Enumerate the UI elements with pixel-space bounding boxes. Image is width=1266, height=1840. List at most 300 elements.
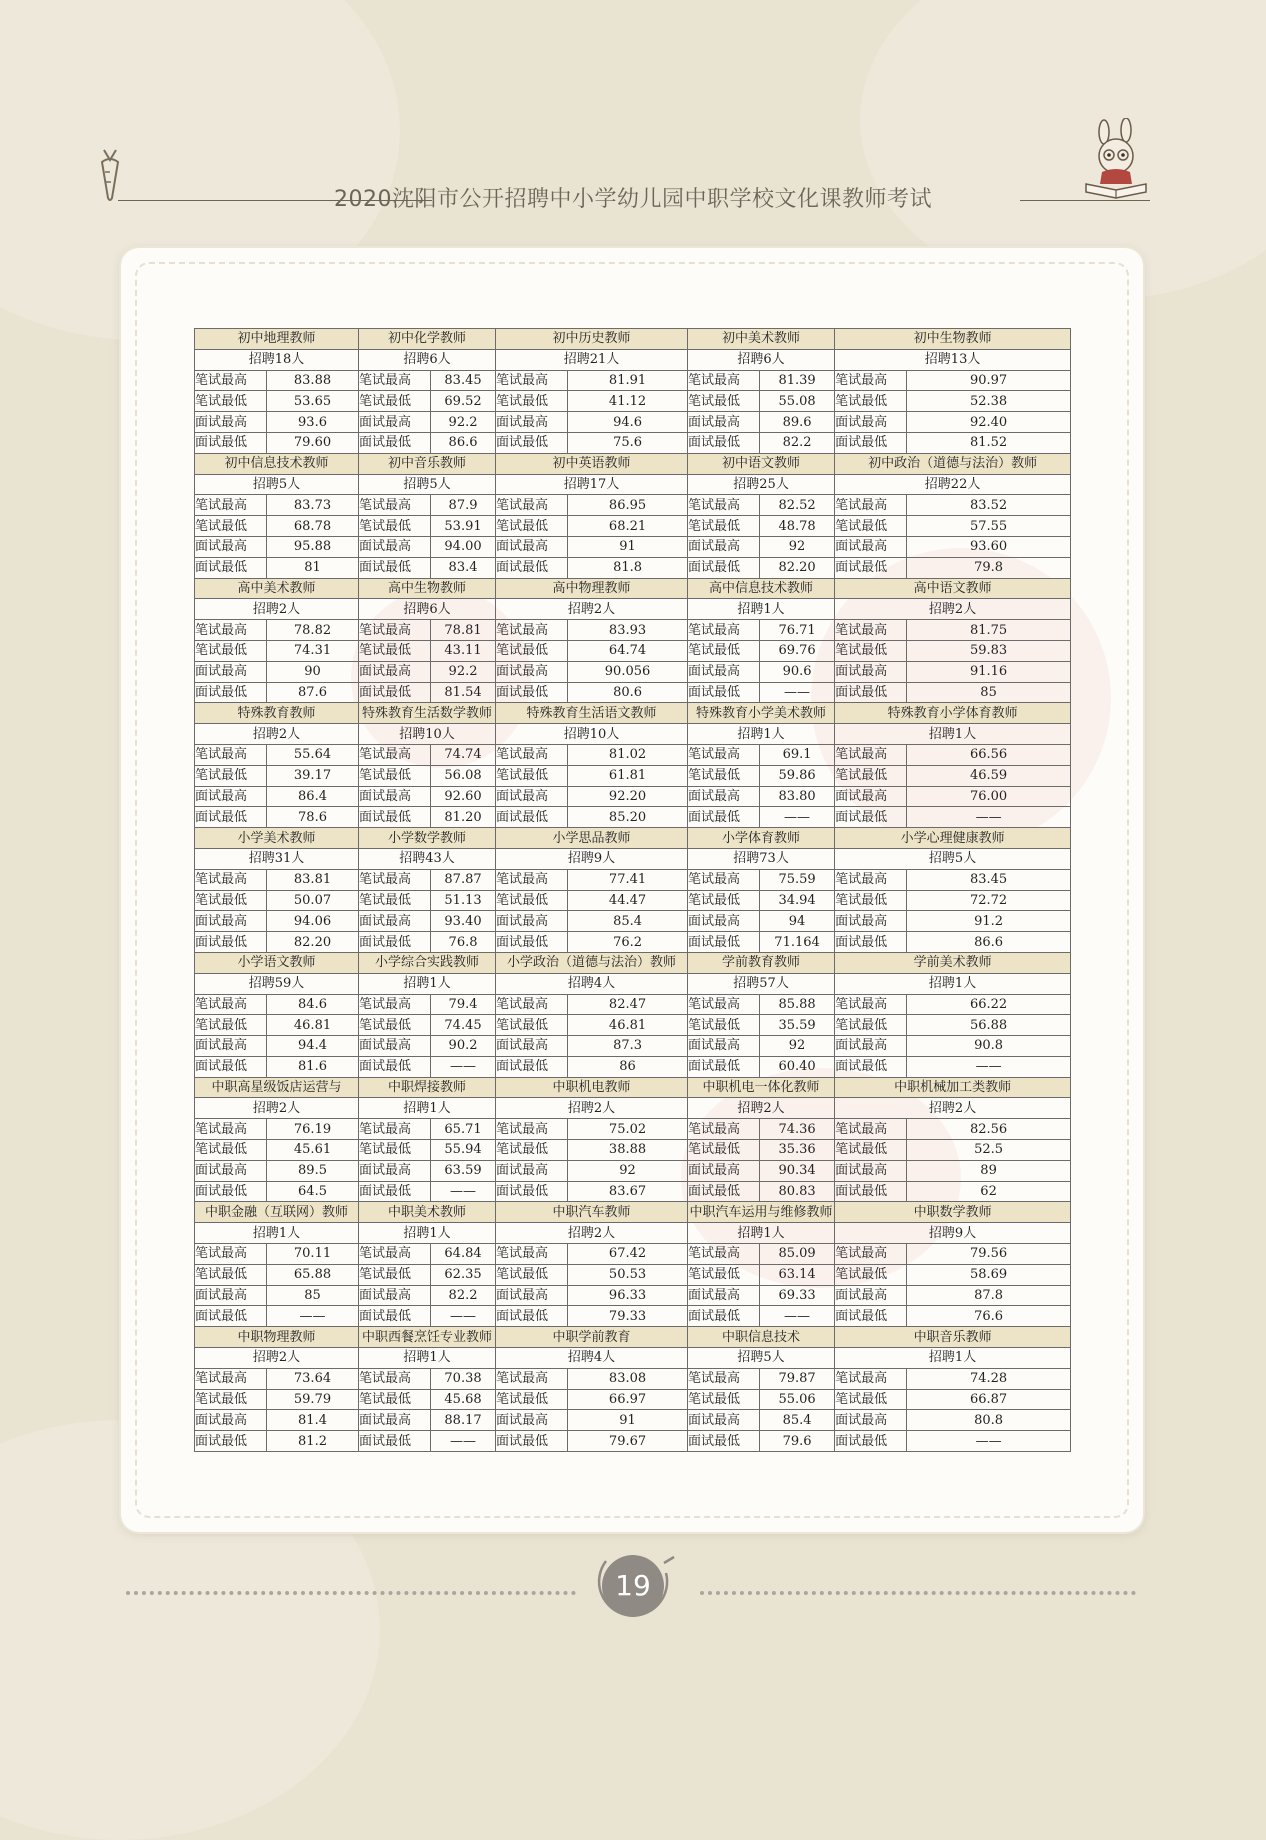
- table-row: [195, 412, 1071, 433]
- table-row: [195, 994, 1071, 1015]
- recruit-count: 招聘5人: [195, 474, 359, 495]
- score-label: 面试最低: [835, 557, 907, 578]
- score-value: 94.4: [267, 1036, 359, 1057]
- table-row: [195, 536, 1071, 557]
- table-row: [195, 620, 1071, 641]
- table-row: [195, 807, 1071, 828]
- position-title: 初中信息技术教师: [195, 453, 359, 474]
- score-label: 笔试最高: [688, 1119, 760, 1140]
- recruit-count: 招聘10人: [359, 724, 496, 745]
- score-value: 66.87: [907, 1389, 1071, 1410]
- score-value: 52.5: [907, 1140, 1071, 1161]
- score-label: 面试最低: [359, 1306, 431, 1327]
- recruit-count: 招聘2人: [688, 1098, 835, 1119]
- table-row: [195, 1410, 1071, 1431]
- score-label: 面试最高: [835, 661, 907, 682]
- score-label: 面试最高: [195, 1410, 267, 1431]
- table-row: [195, 391, 1071, 412]
- score-value: 85.20: [568, 807, 688, 828]
- score-value: 88.17: [431, 1410, 496, 1431]
- score-label: 面试最高: [688, 536, 760, 557]
- position-title: 初中语文教师: [688, 453, 835, 474]
- score-value: 91.16: [907, 661, 1071, 682]
- score-value: 78.82: [267, 620, 359, 641]
- score-value: 74.36: [760, 1119, 835, 1140]
- score-label: 笔试最高: [496, 495, 568, 516]
- score-label: 面试最低: [359, 932, 431, 953]
- score-value: 69.33: [760, 1285, 835, 1306]
- score-label: 笔试最低: [359, 765, 431, 786]
- score-label: 笔试最低: [496, 640, 568, 661]
- recruit-count: 招聘2人: [195, 1098, 359, 1119]
- score-label: 笔试最高: [195, 869, 267, 890]
- score-label: 面试最高: [496, 1285, 568, 1306]
- score-value: 56.88: [907, 1015, 1071, 1036]
- score-value: 81.20: [431, 807, 496, 828]
- score-label: 笔试最高: [688, 495, 760, 516]
- score-value: 63.14: [760, 1264, 835, 1285]
- score-value: 92.20: [568, 786, 688, 807]
- score-value: 82.2: [760, 432, 835, 453]
- score-label: 面试最高: [688, 911, 760, 932]
- table-row: [195, 786, 1071, 807]
- recruit-count: 招聘21人: [496, 349, 688, 370]
- score-label: 面试最低: [195, 432, 267, 453]
- recruit-count: 招聘43人: [359, 848, 496, 869]
- position-title: 小学美术教师: [195, 828, 359, 849]
- score-label: 面试最低: [195, 1056, 267, 1077]
- score-value: 79.4: [431, 994, 496, 1015]
- position-title: 学前教育教师: [688, 952, 835, 973]
- score-label: 笔试最低: [195, 765, 267, 786]
- score-value: 74.31: [267, 640, 359, 661]
- title-row: [195, 952, 1071, 973]
- position-title: 小学体育教师: [688, 828, 835, 849]
- page-number: 19: [602, 1555, 664, 1617]
- score-value: 87.6: [267, 682, 359, 703]
- score-value: 46.81: [568, 1015, 688, 1036]
- score-label: 面试最高: [496, 786, 568, 807]
- position-title: 小学心理健康教师: [835, 828, 1071, 849]
- score-value: 83.73: [267, 495, 359, 516]
- score-value: 83.45: [431, 370, 496, 391]
- score-value: 80.83: [760, 1181, 835, 1202]
- score-value: 81.8: [568, 557, 688, 578]
- position-title: 中职西餐烹饪专业教师: [359, 1327, 496, 1348]
- score-value: 61.81: [568, 765, 688, 786]
- score-label: 笔试最高: [688, 994, 760, 1015]
- recruit-count: 招聘31人: [195, 848, 359, 869]
- score-value: 82.20: [760, 557, 835, 578]
- position-title: 小学综合实践教师: [359, 952, 496, 973]
- score-label: 面试最低: [496, 432, 568, 453]
- score-value: 79.60: [267, 432, 359, 453]
- table-row: [195, 932, 1071, 953]
- score-value: 83.52: [907, 495, 1071, 516]
- score-label: 笔试最高: [359, 495, 431, 516]
- score-value: 51.13: [431, 890, 496, 911]
- recruit-count: 招聘6人: [359, 349, 496, 370]
- score-value: 92.2: [431, 661, 496, 682]
- score-value: 71.164: [760, 932, 835, 953]
- score-label: 面试最高: [688, 661, 760, 682]
- score-label: 面试最低: [496, 932, 568, 953]
- score-value: 79.6: [760, 1431, 835, 1452]
- score-label: 面试最高: [359, 412, 431, 433]
- score-label: 面试最高: [195, 661, 267, 682]
- recruit-count: 招聘6人: [688, 349, 835, 370]
- recruit-count: 招聘1人: [359, 1223, 496, 1244]
- score-value: 83.88: [267, 370, 359, 391]
- score-value: ——: [760, 682, 835, 703]
- score-label: 面试最高: [496, 1410, 568, 1431]
- score-value: 93.60: [907, 536, 1071, 557]
- score-value: 59.79: [267, 1389, 359, 1410]
- score-label: 笔试最高: [359, 994, 431, 1015]
- score-label: 笔试最低: [835, 1264, 907, 1285]
- score-label: 笔试最低: [835, 640, 907, 661]
- score-value: 80.6: [568, 682, 688, 703]
- score-label: 笔试最低: [195, 1389, 267, 1410]
- title-row: [195, 1077, 1071, 1098]
- position-title: 特殊教育小学美术教师: [688, 703, 835, 724]
- recruit-count: 招聘1人: [835, 724, 1071, 745]
- score-label: 笔试最高: [835, 744, 907, 765]
- score-value: 79.87: [760, 1368, 835, 1389]
- score-label: 笔试最高: [359, 869, 431, 890]
- score-value: 46.59: [907, 765, 1071, 786]
- score-label: 笔试最高: [688, 620, 760, 641]
- score-label: 笔试最高: [195, 1244, 267, 1265]
- score-label: 笔试最低: [359, 640, 431, 661]
- recruit-row: [195, 973, 1071, 994]
- recruit-count: 招聘5人: [359, 474, 496, 495]
- recruit-count: 招聘13人: [835, 349, 1071, 370]
- score-value: 82.52: [760, 495, 835, 516]
- recruit-row: [195, 724, 1071, 745]
- recruit-row: [195, 1098, 1071, 1119]
- position-title: 高中美术教师: [195, 578, 359, 599]
- score-label: 面试最低: [496, 1056, 568, 1077]
- score-value: 92: [760, 1036, 835, 1057]
- table-row: [195, 1431, 1071, 1452]
- score-value: 86.4: [267, 786, 359, 807]
- score-value: 81.75: [907, 620, 1071, 641]
- score-label: 笔试最高: [835, 495, 907, 516]
- score-value: ——: [431, 1056, 496, 1077]
- score-label: 笔试最高: [688, 1368, 760, 1389]
- recruit-count: 招聘2人: [195, 1348, 359, 1369]
- score-value: 83.67: [568, 1181, 688, 1202]
- score-value: 57.55: [907, 516, 1071, 537]
- position-title: 特殊教育生活语文教师: [496, 703, 688, 724]
- score-value: 64.84: [431, 1244, 496, 1265]
- score-label: 笔试最低: [688, 1389, 760, 1410]
- score-value: 76.71: [760, 620, 835, 641]
- recruit-count: 招聘2人: [835, 599, 1071, 620]
- score-value: 81.52: [907, 432, 1071, 453]
- position-title: 中职美术教师: [359, 1202, 496, 1223]
- title-row: [195, 453, 1071, 474]
- score-label: 笔试最低: [688, 391, 760, 412]
- recruit-count: 招聘5人: [835, 848, 1071, 869]
- score-value: 53.65: [267, 391, 359, 412]
- recruit-count: 招聘1人: [835, 1348, 1071, 1369]
- score-value: 72.72: [907, 890, 1071, 911]
- score-value: 81.91: [568, 370, 688, 391]
- score-label: 笔试最高: [359, 1244, 431, 1265]
- score-value: 82.56: [907, 1119, 1071, 1140]
- score-label: 笔试最低: [359, 1389, 431, 1410]
- score-value: 52.38: [907, 391, 1071, 412]
- score-value: 90.2: [431, 1036, 496, 1057]
- score-label: 面试最高: [496, 1160, 568, 1181]
- score-label: 笔试最低: [359, 1264, 431, 1285]
- score-label: 笔试最高: [835, 370, 907, 391]
- score-label: 面试最低: [835, 682, 907, 703]
- recruit-count: 招聘1人: [359, 1098, 496, 1119]
- score-label: 面试最高: [359, 536, 431, 557]
- position-title: 小学语文教师: [195, 952, 359, 973]
- score-label: 笔试最低: [195, 890, 267, 911]
- score-label: 面试最高: [835, 911, 907, 932]
- score-value: 65.71: [431, 1119, 496, 1140]
- score-value: 92: [568, 1160, 688, 1181]
- score-value: 41.12: [568, 391, 688, 412]
- score-value: 87.9: [431, 495, 496, 516]
- score-value: 55.64: [267, 744, 359, 765]
- score-value: 79.33: [568, 1306, 688, 1327]
- table-row: [195, 1368, 1071, 1389]
- score-label: 笔试最低: [496, 890, 568, 911]
- score-label: 面试最高: [835, 1036, 907, 1057]
- score-value: 92: [760, 536, 835, 557]
- score-label: 面试最高: [835, 786, 907, 807]
- score-label: 面试最高: [688, 412, 760, 433]
- table-row: [195, 370, 1071, 391]
- table-row: [195, 432, 1071, 453]
- score-label: 笔试最高: [359, 1368, 431, 1389]
- score-label: 面试最高: [195, 536, 267, 557]
- score-value: ——: [760, 807, 835, 828]
- table-row: [195, 682, 1071, 703]
- score-label: 笔试最低: [195, 1264, 267, 1285]
- score-label: 面试最低: [359, 1431, 431, 1452]
- score-label: 笔试最高: [195, 495, 267, 516]
- table-row: [195, 911, 1071, 932]
- score-label: 笔试最高: [835, 1244, 907, 1265]
- score-label: 面试最低: [496, 807, 568, 828]
- score-label: 笔试最低: [688, 890, 760, 911]
- score-label: 笔试最低: [496, 1264, 568, 1285]
- score-label: 面试最高: [835, 1285, 907, 1306]
- recruit-count: 招聘2人: [195, 724, 359, 745]
- score-label: 面试最低: [359, 682, 431, 703]
- score-value: 94.6: [568, 412, 688, 433]
- score-value: 65.88: [267, 1264, 359, 1285]
- score-label: 笔试最低: [195, 640, 267, 661]
- score-label: 笔试最低: [835, 1015, 907, 1036]
- table-row: [195, 869, 1071, 890]
- score-label: 笔试最低: [688, 640, 760, 661]
- score-value: 56.08: [431, 765, 496, 786]
- score-label: 笔试最低: [496, 1140, 568, 1161]
- recruitment-score-table: [194, 328, 1071, 1452]
- score-label: 面试最低: [835, 1181, 907, 1202]
- footer-dotted-rule-right: [700, 1591, 1136, 1595]
- page-header-title: 2020沈阳市公开招聘中小学幼儿园中职学校文化课教师考试: [334, 187, 932, 212]
- position-title: 中职机电一体化教师: [688, 1077, 835, 1098]
- score-value: 82.20: [267, 932, 359, 953]
- position-title: 初中美术教师: [688, 329, 835, 350]
- score-label: 面试最高: [359, 786, 431, 807]
- score-value: 60.40: [760, 1056, 835, 1077]
- score-label: 面试最低: [496, 1306, 568, 1327]
- table-row: [195, 890, 1071, 911]
- score-value: 55.94: [431, 1140, 496, 1161]
- table-row: [195, 1119, 1071, 1140]
- recruit-count: 招聘10人: [496, 724, 688, 745]
- position-title: 小学数学教师: [359, 828, 496, 849]
- score-value: 76.19: [267, 1119, 359, 1140]
- table-row: [195, 1389, 1071, 1410]
- score-value: ——: [907, 1056, 1071, 1077]
- score-label: 笔试最高: [359, 370, 431, 391]
- score-label: 笔试最低: [835, 1389, 907, 1410]
- score-value: 66.56: [907, 744, 1071, 765]
- score-value: 53.91: [431, 516, 496, 537]
- score-label: 笔试最高: [496, 744, 568, 765]
- score-label: 笔试最高: [359, 744, 431, 765]
- table-row: [195, 744, 1071, 765]
- score-value: 83.93: [568, 620, 688, 641]
- score-value: 90.34: [760, 1160, 835, 1181]
- score-label: 笔试最低: [359, 391, 431, 412]
- score-value: 87.8: [907, 1285, 1071, 1306]
- score-value: 89.6: [760, 412, 835, 433]
- score-label: 面试最高: [195, 1285, 267, 1306]
- score-value: 82.47: [568, 994, 688, 1015]
- score-value: 90.056: [568, 661, 688, 682]
- score-label: 面试最高: [835, 1410, 907, 1431]
- position-title: 中职学前教育: [496, 1327, 688, 1348]
- score-label: 面试最高: [688, 1036, 760, 1057]
- score-value: 90.6: [760, 661, 835, 682]
- score-value: 86.95: [568, 495, 688, 516]
- score-value: 85: [907, 682, 1071, 703]
- score-label: 笔试最低: [835, 391, 907, 412]
- recruit-count: 招聘25人: [688, 474, 835, 495]
- score-label: 笔试最高: [195, 994, 267, 1015]
- position-title: 中职机电教师: [496, 1077, 688, 1098]
- score-value: 85.88: [760, 994, 835, 1015]
- score-value: 81: [267, 557, 359, 578]
- title-row: [195, 329, 1071, 350]
- title-row: [195, 1202, 1071, 1223]
- score-label: 笔试最高: [359, 620, 431, 641]
- score-value: 45.68: [431, 1389, 496, 1410]
- score-label: 笔试最高: [835, 994, 907, 1015]
- score-value: 75.59: [760, 869, 835, 890]
- score-label: 笔试最低: [195, 1140, 267, 1161]
- score-label: 面试最高: [359, 1410, 431, 1431]
- score-label: 面试最高: [359, 1160, 431, 1181]
- score-label: 笔试最高: [835, 1119, 907, 1140]
- recruit-row: [195, 474, 1071, 495]
- score-label: 笔试最高: [496, 620, 568, 641]
- score-label: 面试最低: [835, 432, 907, 453]
- score-value: 87.87: [431, 869, 496, 890]
- recruit-count: 招聘1人: [359, 973, 496, 994]
- score-value: 78.81: [431, 620, 496, 641]
- recruit-count: 招聘1人: [688, 1223, 835, 1244]
- score-label: 面试最低: [688, 1056, 760, 1077]
- recruit-count: 招聘1人: [688, 724, 835, 745]
- table-row: [195, 557, 1071, 578]
- score-label: 面试最高: [496, 412, 568, 433]
- score-label: 笔试最低: [195, 516, 267, 537]
- recruit-count: 招聘5人: [688, 1348, 835, 1369]
- score-label: 笔试最低: [688, 1264, 760, 1285]
- score-value: 38.88: [568, 1140, 688, 1161]
- score-label: 笔试最高: [835, 620, 907, 641]
- score-label: 笔试最低: [835, 516, 907, 537]
- score-label: 笔试最高: [496, 1119, 568, 1140]
- recruit-count: 招聘2人: [496, 599, 688, 620]
- score-value: 63.59: [431, 1160, 496, 1181]
- score-label: 笔试最高: [195, 1368, 267, 1389]
- table-row: [195, 1036, 1071, 1057]
- score-value: 83.80: [760, 786, 835, 807]
- score-label: 笔试最高: [195, 1119, 267, 1140]
- rabbit-mascot-icon: [1080, 118, 1152, 202]
- score-label: 面试最高: [359, 1036, 431, 1057]
- table-row: [195, 1264, 1071, 1285]
- score-label: 面试最高: [688, 786, 760, 807]
- score-value: 62.35: [431, 1264, 496, 1285]
- recruit-count: 招聘1人: [688, 599, 835, 620]
- score-value: ——: [431, 1431, 496, 1452]
- score-label: 面试最低: [359, 807, 431, 828]
- score-label: 面试最低: [688, 932, 760, 953]
- position-title: 初中生物教师: [835, 329, 1071, 350]
- score-label: 笔试最低: [835, 1140, 907, 1161]
- score-value: 34.94: [760, 890, 835, 911]
- score-value: 94: [760, 911, 835, 932]
- position-title: 特殊教育小学体育教师: [835, 703, 1071, 724]
- score-value: 44.47: [568, 890, 688, 911]
- score-label: 笔试最高: [195, 370, 267, 391]
- position-title: 特殊教育教师: [195, 703, 359, 724]
- score-value: 67.42: [568, 1244, 688, 1265]
- score-value: 86.6: [907, 932, 1071, 953]
- score-value: 70.38: [431, 1368, 496, 1389]
- score-label: 面试最低: [835, 1056, 907, 1077]
- score-value: 81.02: [568, 744, 688, 765]
- score-value: 83.4: [431, 557, 496, 578]
- score-value: 91: [568, 536, 688, 557]
- score-label: 笔试最低: [496, 765, 568, 786]
- score-label: 面试最低: [359, 1056, 431, 1077]
- score-value: 73.64: [267, 1368, 359, 1389]
- score-label: 面试最低: [359, 557, 431, 578]
- score-value: 59.86: [760, 765, 835, 786]
- recruit-row: [195, 1223, 1071, 1244]
- score-value: 92.40: [907, 412, 1071, 433]
- score-value: 74.28: [907, 1368, 1071, 1389]
- score-label: 面试最低: [835, 807, 907, 828]
- recruit-count: 招聘9人: [835, 1223, 1071, 1244]
